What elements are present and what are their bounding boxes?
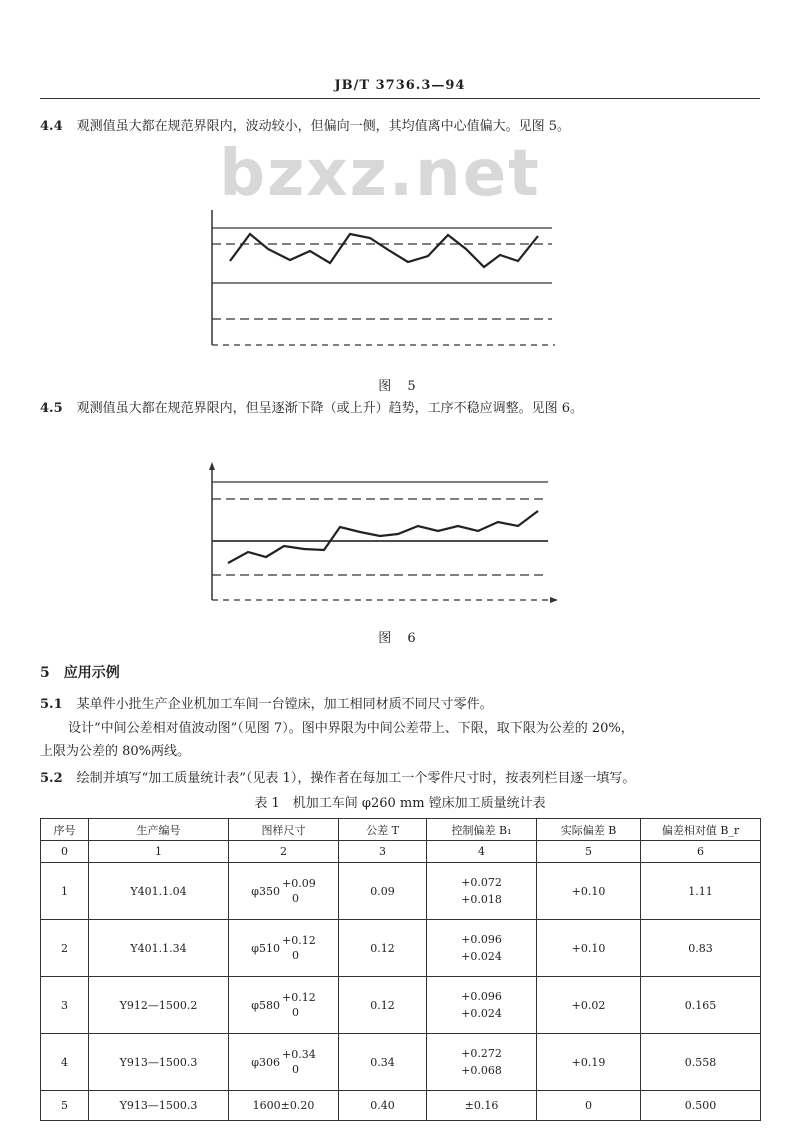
- tolerance: 0.12: [339, 977, 427, 1034]
- production-code: Y913—1500.3: [89, 1034, 229, 1091]
- quality-statistics-table: [40, 818, 761, 1121]
- size-base: φ306: [251, 1055, 280, 1069]
- clause-number: 4.5: [40, 401, 63, 416]
- tolerance: 0.40: [339, 1091, 427, 1121]
- size-base: φ350: [251, 884, 280, 898]
- clause-4-5: [40, 400, 583, 418]
- actual-deviation: +0.02: [537, 977, 641, 1034]
- size-base: φ580: [251, 998, 280, 1012]
- tolerance: 0.09: [339, 863, 427, 920]
- size-upper-deviation: +0.34: [281, 1048, 316, 1061]
- row-number: 2: [41, 920, 89, 977]
- observation-series: [230, 234, 538, 267]
- size-lower-deviation: 0: [291, 1063, 299, 1076]
- drawing-size: [229, 977, 339, 1034]
- figure-6-control-chart: [200, 460, 570, 610]
- watermark: bzxz.net: [219, 137, 541, 211]
- drawing-size: [229, 1034, 339, 1091]
- section-5-heading: [40, 662, 120, 682]
- production-code: Y401.1.04: [89, 863, 229, 920]
- control-deviation: [427, 920, 537, 977]
- clause-5-1: [40, 696, 493, 714]
- row-number: 3: [41, 977, 89, 1034]
- row-number: 4: [41, 1034, 89, 1091]
- index-cell: 1: [89, 841, 229, 863]
- index-cell: 0: [41, 841, 89, 863]
- production-code: Y913—1500.3: [89, 1091, 229, 1121]
- relative-deviation: 1.11: [641, 863, 761, 920]
- relative-deviation: 0.500: [641, 1091, 761, 1121]
- table-row: [41, 1034, 761, 1091]
- row-number: 1: [41, 863, 89, 920]
- x-axis-arrow: [550, 597, 558, 603]
- tolerance: 0.34: [339, 1034, 427, 1091]
- size-upper-deviation: +0.09: [281, 877, 316, 890]
- index-cell: 4: [427, 841, 537, 863]
- table-index-row: [41, 841, 761, 863]
- clause-text: 绘制并填写“加工质量统计表”（见表 1），操作者在每加工一个零件尺寸时，按表列栏目逐一填写。: [76, 771, 636, 786]
- header-cell: 偏差相对值 B_r: [641, 819, 761, 841]
- clause-5-2: [40, 770, 635, 788]
- header-rule: [40, 98, 760, 99]
- relative-deviation: 0.558: [641, 1034, 761, 1091]
- actual-deviation: 0: [537, 1091, 641, 1121]
- table-row: [41, 863, 761, 920]
- clause-number: 5.2: [40, 771, 63, 786]
- production-code: Y912—1500.2: [89, 977, 229, 1034]
- drawing-size: [229, 920, 339, 977]
- table-row: [41, 977, 761, 1034]
- table-row: [41, 920, 761, 977]
- observation-series: [228, 511, 538, 563]
- size-lower-deviation: 0: [291, 1006, 299, 1019]
- tolerance: 0.12: [339, 920, 427, 977]
- index-cell: 5: [537, 841, 641, 863]
- clause-number: 4.4: [40, 119, 63, 134]
- index-cell: 6: [641, 841, 761, 863]
- production-code: Y401.1.34: [89, 920, 229, 977]
- relative-deviation: 0.83: [641, 920, 761, 977]
- clause-text: 观测值虽大都在规范界限内，波动较小，但偏向一侧，其均值离中心值偏大。见图 5。: [76, 119, 571, 134]
- section-number: 5: [40, 665, 50, 681]
- size-upper-deviation: +0.12: [281, 934, 316, 947]
- drawing-size: 1600±0.20: [229, 1091, 339, 1121]
- section-title: 应用示例: [63, 665, 120, 681]
- clause-text-line-1: 某单件小批生产企业机加工车间一台镗床，加工相同材质不同尺寸零件。: [76, 697, 493, 712]
- clause-text: 观测值虽大都在规范界限内，但呈逐渐下降（或上升）趋势，工序不稳应调整。见图 6。: [76, 401, 584, 416]
- clause-number: 5.1: [40, 697, 63, 712]
- header-cell: 控制偏差 B₁: [427, 819, 537, 841]
- size-upper-deviation: +0.12: [281, 991, 316, 1004]
- size-lower-deviation: 0: [291, 949, 299, 962]
- header-cell: 序号: [41, 819, 89, 841]
- drawing-size: [229, 863, 339, 920]
- control-upper: +0.272: [461, 1047, 502, 1060]
- header-cell: 生产编号: [89, 819, 229, 841]
- control-deviation: [427, 1034, 537, 1091]
- control-deviation: [427, 863, 537, 920]
- control-upper: +0.096: [461, 990, 502, 1003]
- control-lower: +0.024: [461, 1007, 502, 1020]
- control-lower: +0.024: [461, 950, 502, 963]
- index-cell: 3: [339, 841, 427, 863]
- clause-5-1-line-3: 上限为公差的 80%两线。: [40, 744, 191, 759]
- clause-5-1-line-2: 设计“中间公差相对值波动图”（见图 7）。图中界限为中间公差带上、下限，取下限为公差的 20%，: [68, 721, 634, 736]
- size-base: φ510: [251, 941, 280, 955]
- header-cell: 公差 T: [339, 819, 427, 841]
- figure-6-caption: 图 6: [378, 631, 422, 646]
- row-number: 5: [41, 1091, 89, 1121]
- control-upper: +0.072: [461, 876, 502, 889]
- index-cell: 2: [229, 841, 339, 863]
- figure-5-caption: 图 5: [378, 379, 422, 394]
- standard-code: JB/T 3736.3—94: [334, 78, 466, 93]
- control-deviation: ±0.16: [427, 1091, 537, 1121]
- header-cell: 实际偏差 B: [537, 819, 641, 841]
- table-1-caption: 表 1 机加工车间 φ260 mm 镗床加工质量统计表: [254, 796, 546, 811]
- control-deviation: [427, 977, 537, 1034]
- actual-deviation: +0.19: [537, 1034, 641, 1091]
- table-row: [41, 1091, 761, 1121]
- table-header-row: [41, 819, 761, 841]
- actual-deviation: +0.10: [537, 863, 641, 920]
- figure-5-control-chart: [200, 205, 570, 355]
- control-lower: +0.018: [461, 893, 502, 906]
- header-cell: 图样尺寸: [229, 819, 339, 841]
- y-axis-arrow: [209, 462, 215, 470]
- actual-deviation: +0.10: [537, 920, 641, 977]
- control-lower: +0.068: [461, 1064, 502, 1077]
- relative-deviation: 0.165: [641, 977, 761, 1034]
- size-lower-deviation: 0: [291, 892, 299, 905]
- control-upper: +0.096: [461, 933, 502, 946]
- clause-4-4: [40, 118, 570, 136]
